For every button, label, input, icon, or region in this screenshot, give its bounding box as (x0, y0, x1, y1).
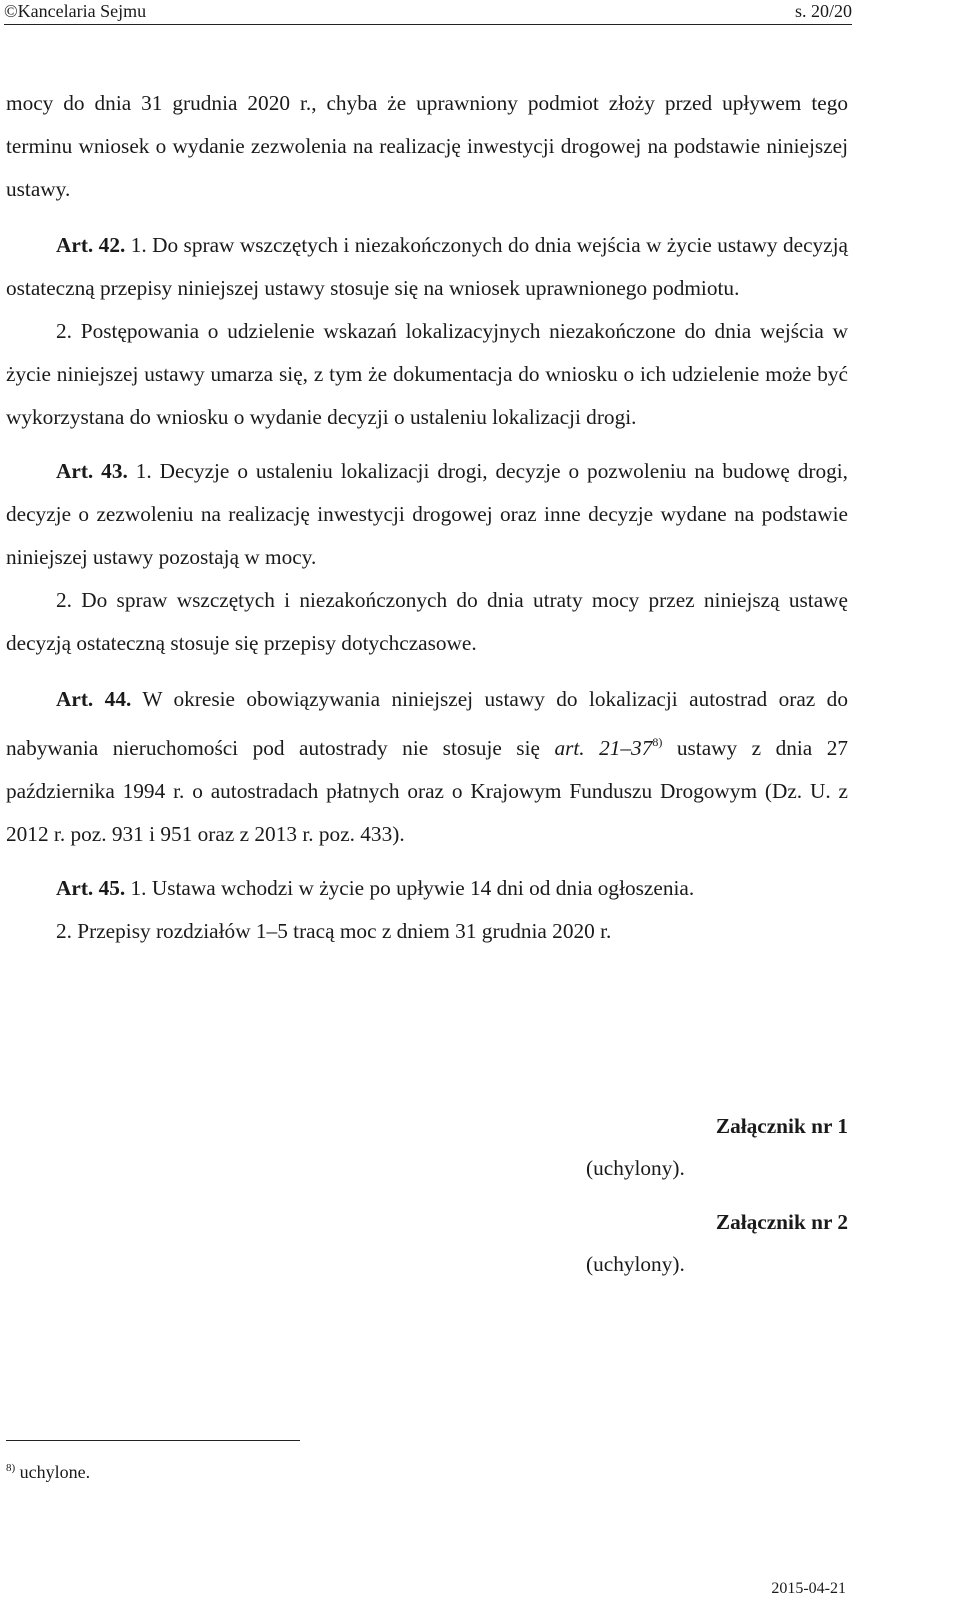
art-44-text-before: W okresie obowiązywania niniejszej ustawy do lokalizacji autostrad oraz do nabywania nieruchomości pod autostrady nie stosuje się (6, 687, 848, 760)
art-43-par-1-text: 1. Decyzje o ustaleniu lokalizacji drogi, decyzje o pozwoleniu na budowę drogi, decyzje o zezwoleniu na realizację inwestycji drogowej oraz inne decyzje wydane na podstawie niniejszej ustawy pozostają w mocy. (6, 459, 848, 569)
annex-1-title: Załącznik nr 1 (715, 1114, 848, 1138)
annex-2-title: Załącznik nr 2 (715, 1210, 848, 1234)
footnote (6, 1462, 90, 1483)
art-42-par-1 (6, 224, 848, 310)
header-publisher: ©Kancelaria Sejmu (4, 1, 147, 21)
continuation-paragraph: mocy do dnia 31 grudnia 2020 r., chyba że uprawniony podmiot złoży przed upływem tego terminu wniosek o wydanie zezwolenia na realizację inwestycji drogowej na podstawie niniejszej ustawy. (6, 91, 848, 201)
annex-1 (586, 1113, 848, 1181)
art-45-par-2-text: 2. Przepisy rozdziałów 1–5 tracą moc z dniem 31 grudnia 2020 r. (56, 919, 612, 943)
art-43-par-1 (6, 450, 848, 579)
art-43-par-2-text: 2. Do spraw wszczętych i niezakończonych do dnia utraty mocy przez niniejszą ustawę decyzją ostateczną stosuje się przepisy dotychczasowe. (6, 588, 848, 655)
annex-2-status: (uchylony). (586, 1252, 685, 1276)
document-body (6, 82, 848, 953)
art-43-par-2 (6, 579, 848, 665)
annex-1-status: (uchylony). (586, 1156, 685, 1180)
art-42-par-2 (6, 310, 848, 439)
annex-2 (586, 1209, 848, 1277)
art-44-reference: art. 21–37 (554, 736, 653, 760)
header-page-number: s. 20/20 (794, 1, 852, 21)
art-44-label: Art. 44. (56, 687, 132, 711)
art-43-label: Art. 43. (56, 459, 128, 483)
footnote-ref: 8) (652, 735, 663, 749)
footer-date: 2015-04-21 (771, 1580, 846, 1597)
art-45-label: Art. 45. (56, 876, 126, 900)
art-42-par-1-text: 1. Do spraw wszczętych i niezakończonych do dnia wejścia w życie ustawy decyzją ostateczną przepisy niniejszej ustawy stosuje się na wniosek uprawnionego podmiotu. (6, 233, 848, 300)
art-42-par-2-text: 2. Postępowania o udzielenie wskazań lokalizacyjnych niezakończone do dnia wejścia w życie niniejszej ustawy umarza się, z tym że dokumentacja do wniosku o ich udzielenie może być wykorzystana do wniosku o wydanie decyzji o ustaleniu lokalizacji drogi. (6, 319, 848, 429)
art-45-par-2 (6, 910, 848, 953)
art-44 (6, 678, 848, 856)
page-header (4, 0, 852, 25)
art-42-label: Art. 42. (56, 233, 126, 257)
footnote-text: uchylone. (19, 1462, 91, 1482)
art-45-par-1 (6, 867, 848, 910)
footnote-separator (6, 1440, 300, 1441)
art-45-par-1-text: 1. Ustawa wchodzi w życie po upływie 14 dni od dnia ogłoszenia. (130, 876, 695, 900)
art-44-text-after: ustawy z dnia 27 października 1994 r. o autostradach płatnych oraz o Krajowym Funduszu Drogowym (Dz. U. z 2012 r. poz. 931 i 951 oraz z 2013 r. poz. 433). (6, 736, 849, 846)
footnote-mark: 8) (6, 1462, 16, 1474)
